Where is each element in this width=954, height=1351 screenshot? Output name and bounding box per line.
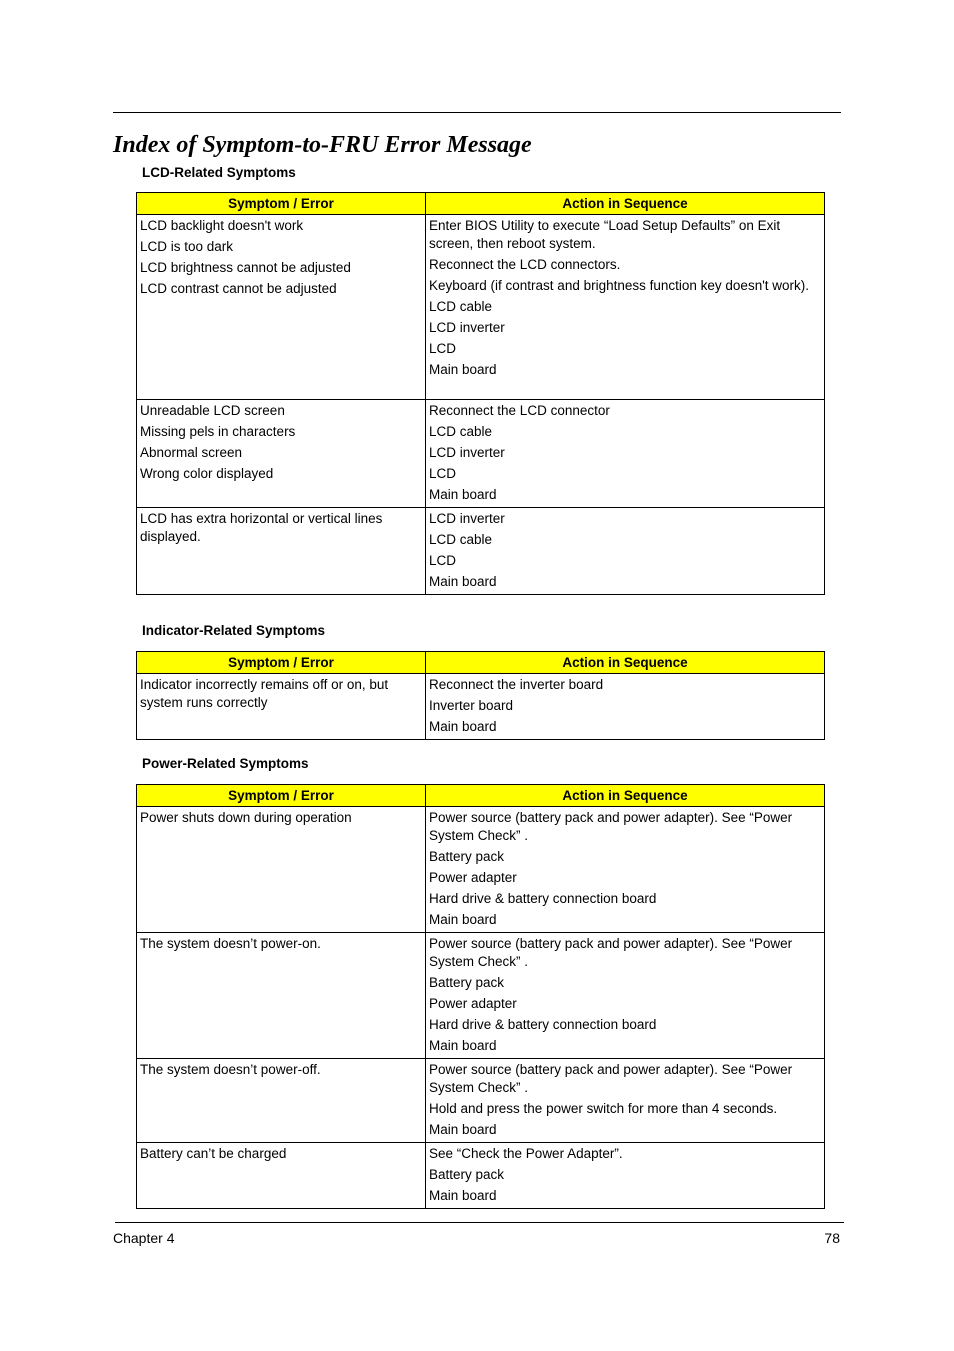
table-row (137, 215, 825, 400)
action-line: Reconnect the LCD connectors. (429, 257, 621, 272)
section-heading-power: Power-Related Symptoms (142, 756, 309, 771)
action-line: Inverter board (429, 698, 514, 713)
action-line: Main board (429, 1122, 497, 1137)
symptom-line: LCD has extra horizontal or vertical lines displayed. (140, 511, 383, 544)
action-line: Enter BIOS Utility to execute “Load Setup Defaults” on Exit screen, then reboot system. (429, 218, 781, 251)
action-line: Main board (429, 574, 497, 589)
table-row (137, 1143, 825, 1209)
action-line: Reconnect the inverter board (429, 677, 604, 692)
action-line: Main board (429, 362, 497, 377)
header-rule (113, 112, 841, 113)
symptom-line: Battery can’t be charged (140, 1146, 287, 1161)
symptom-line: The system doesn’t power-on. (140, 936, 321, 951)
symptom-line: Missing pels in characters (140, 424, 296, 439)
action-cell (426, 807, 825, 933)
action-line: Main board (429, 1038, 497, 1053)
action-line: LCD cable (429, 424, 493, 439)
action-line: Battery pack (429, 975, 505, 990)
symptom-line: LCD brightness cannot be adjusted (140, 260, 351, 275)
action-line: Main board (429, 1188, 497, 1203)
action-column-header: Action in Sequence (426, 652, 825, 674)
action-column-header: Action in Sequence (426, 193, 825, 215)
symptom-cell (137, 674, 426, 740)
symptom-cell (137, 933, 426, 1059)
indicator-symptom-table (136, 651, 825, 740)
table-row (137, 674, 825, 740)
action-line: Keyboard (if contrast and brightness function key doesn't work). (429, 278, 810, 293)
action-line: LCD cable (429, 532, 493, 547)
lcd-symptom-table (136, 192, 825, 595)
symptom-column-header: Symptom / Error (137, 785, 426, 807)
footer-page-number: 78 (824, 1230, 840, 1246)
action-line: Battery pack (429, 849, 505, 864)
symptom-line: The system doesn’t power-off. (140, 1062, 321, 1077)
table-header-row (137, 193, 825, 215)
table-row (137, 400, 825, 508)
symptom-line: LCD is too dark (140, 239, 234, 254)
page-title: Index of Symptom-to-FRU Error Message (113, 132, 532, 158)
action-cell (426, 1059, 825, 1143)
action-line: Main board (429, 912, 497, 927)
action-column-header: Action in Sequence (426, 785, 825, 807)
action-line: Power source (battery pack and power adapter). See “Power System Check” . (429, 810, 793, 843)
symptom-line: Power shuts down during operation (140, 810, 352, 825)
symptom-cell (137, 215, 426, 400)
action-line: Main board (429, 719, 497, 734)
symptom-cell (137, 508, 426, 595)
action-line: LCD cable (429, 299, 493, 314)
action-line: Power adapter (429, 870, 517, 885)
symptom-cell (137, 400, 426, 508)
action-line: LCD inverter (429, 320, 505, 335)
symptom-line: Wrong color displayed (140, 466, 274, 481)
action-cell (426, 674, 825, 740)
action-line: LCD (429, 341, 457, 356)
action-line: Power source (battery pack and power adapter). See “Power System Check” . (429, 936, 793, 969)
symptom-cell (137, 807, 426, 933)
table-row (137, 807, 825, 933)
action-cell (426, 1143, 825, 1209)
action-line: Battery pack (429, 1167, 505, 1182)
action-line: Hold and press the power switch for more than 4 seconds. (429, 1101, 778, 1116)
footer-rule (115, 1222, 844, 1223)
symptom-line: LCD contrast cannot be adjusted (140, 281, 337, 296)
action-line: Main board (429, 487, 497, 502)
table-header-row (137, 785, 825, 807)
table-header-row (137, 652, 825, 674)
table-row (137, 508, 825, 595)
action-line: LCD inverter (429, 445, 505, 460)
action-line: Power source (battery pack and power adapter). See “Power System Check” . (429, 1062, 793, 1095)
power-symptom-table (136, 784, 825, 1209)
section-heading-indicator: Indicator-Related Symptoms (142, 623, 326, 638)
action-cell (426, 215, 825, 400)
action-line: Hard drive & battery connection board (429, 1017, 657, 1032)
action-cell (426, 508, 825, 595)
action-line: Hard drive & battery connection board (429, 891, 657, 906)
symptom-line: LCD backlight doesn't work (140, 218, 304, 233)
symptom-column-header: Symptom / Error (137, 652, 426, 674)
symptom-cell (137, 1059, 426, 1143)
action-cell (426, 400, 825, 508)
symptom-column-header: Symptom / Error (137, 193, 426, 215)
symptom-line: Abnormal screen (140, 445, 243, 460)
table-row (137, 933, 825, 1059)
action-line: LCD inverter (429, 511, 505, 526)
action-cell (426, 933, 825, 1059)
symptom-line: Indicator incorrectly remains off or on, but system runs correctly (140, 677, 389, 710)
footer-chapter: Chapter 4 (113, 1230, 175, 1246)
action-line: LCD (429, 466, 457, 481)
action-line: LCD (429, 553, 457, 568)
symptom-cell (137, 1143, 426, 1209)
symptom-line: Unreadable LCD screen (140, 403, 285, 418)
action-line: Reconnect the LCD connector (429, 403, 610, 418)
table-row (137, 1059, 825, 1143)
action-line: See “Check the Power Adapter”. (429, 1146, 623, 1161)
section-heading-lcd: LCD-Related Symptoms (142, 165, 296, 180)
action-line: Power adapter (429, 996, 517, 1011)
